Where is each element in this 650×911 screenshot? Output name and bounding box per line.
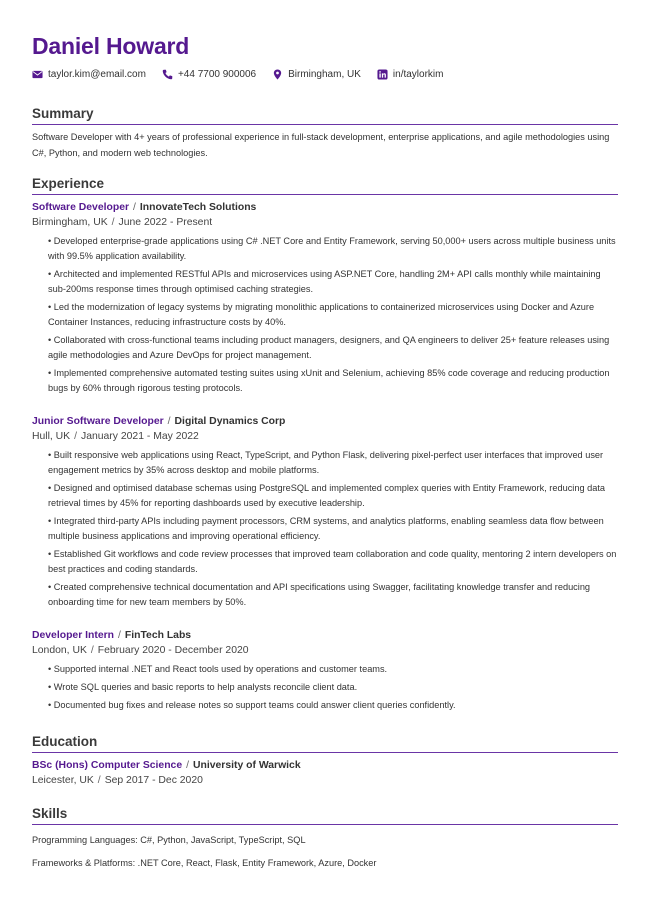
summary-section [32, 105, 618, 161]
bullet-item: • Architected and implemented RESTful APIs and microservices using ASP.NET Core, handling 2M+ API calls monthly while maintaining sub-200ms response times through optimised caching strategies. [48, 267, 618, 297]
company-name: Digital Dynamics Corp [174, 416, 286, 427]
experience-heading: Experience [32, 175, 618, 195]
contact-linkedin[interactable] [377, 69, 444, 80]
job-bullets [48, 448, 618, 610]
bullet-item: • Collaborated with cross-functional teams including product managers, designers, and QA engineers to deliver 25+ feature releases using agile methodologies and Azure DevOps for project management. [48, 333, 618, 363]
job-entry [32, 200, 618, 396]
job-meta: London, UK / February 2020 - December 2020 [32, 645, 249, 656]
education-location: Leicester, UK [32, 775, 94, 786]
email-icon [32, 69, 43, 80]
phone-text: +44 7700 900006 [177, 68, 257, 80]
skills-section [32, 805, 618, 870]
linkedin-icon [377, 69, 388, 80]
bullet-item: • Documented bug fixes and release notes so support teams could answer client queries confidently. [48, 698, 618, 713]
bullet-item: • Led the modernization of legacy systems by migrating monolithic applications to containerized microservices using Docker and Azure Container Instances, reducing infrastructure costs by 40%. [48, 300, 618, 330]
contact-email[interactable] [32, 69, 146, 80]
experience-section [32, 175, 618, 713]
job-dates: June 2022 - Present [118, 217, 213, 228]
linkedin-text: in/taylorkim [392, 68, 444, 80]
contact-location [272, 69, 361, 80]
job-dates: February 2020 - December 2020 [97, 645, 249, 656]
job-header: Software Developer / InnovateTech Solutions [32, 202, 257, 213]
summary-heading: Summary [32, 105, 618, 125]
education-meta: Leicester, UK / Sep 2017 - Dec 2020 [32, 775, 203, 786]
bullet-item: • Integrated third-party APIs including payment processors, CRM systems, and analytics platforms, enabling seamless data flow between multiple business applications and improving operational efficiency. [48, 514, 618, 544]
job-bullets [48, 662, 618, 713]
phone-icon [162, 69, 173, 80]
contact-bar [32, 67, 618, 81]
job-title: Developer Intern [32, 630, 114, 641]
education-header: BSc (Hons) Computer Science / University of Warwick [32, 760, 301, 771]
job-dates: January 2021 - May 2022 [81, 431, 199, 442]
contact-phone[interactable] [162, 69, 256, 80]
job-bullets [48, 234, 618, 396]
bullet-item: • Created comprehensive technical documentation and API specifications using Swagger, facilitating knowledge transfer and reducing onboarding time for new team members by 50%. [48, 580, 618, 610]
school-name: University of Warwick [193, 760, 301, 771]
location-text: Birmingham, UK [288, 68, 361, 80]
job-title: Software Developer [32, 202, 130, 213]
bullet-item: • Established Git workflows and code review processes that improved team collaboration and code quality, mentoring 2 intern developers on best practices and coding standards. [48, 547, 618, 577]
email-text: taylor.kim@email.com [48, 68, 146, 80]
job-meta: Hull, UK / January 2021 - May 2022 [32, 431, 199, 442]
skill-line: Programming Languages: C#, Python, JavaScript, TypeScript, SQL [32, 835, 306, 845]
skills-heading: Skills [32, 805, 618, 825]
bullet-item: • Wrote SQL queries and basic reports to help analysts reconcile client data. [48, 680, 618, 695]
resume-page [32, 32, 618, 870]
bullet-item: • Supported internal .NET and React tools used by operations and customer teams. [48, 662, 618, 677]
company-name: FinTech Labs [124, 630, 192, 641]
job-title: Junior Software Developer [32, 416, 164, 427]
education-section [32, 733, 618, 788]
summary-text: Software Developer with 4+ years of professional experience in full-stack development, enterprise applications, and agile methodologies using C#, Python, and modern web technologies. [32, 132, 610, 158]
job-entry [32, 628, 618, 713]
job-entry [32, 414, 618, 610]
location-pin-icon [272, 69, 283, 80]
job-header: Junior Software Developer / Digital Dynamics Corp [32, 416, 286, 427]
bullet-item: • Designed and optimised database schemas using PostgreSQL and implemented complex queries with Entity Framework, reducing data retrieval times by 45% for reporting dashboards used by executive leadership. [48, 481, 618, 511]
job-location: Birmingham, UK [32, 217, 108, 228]
company-name: InnovateTech Solutions [139, 202, 257, 213]
education-dates: Sep 2017 - Dec 2020 [104, 775, 203, 786]
education-heading: Education [32, 733, 618, 753]
job-meta: Birmingham, UK / June 2022 - Present [32, 217, 213, 228]
job-location: Hull, UK [32, 431, 71, 442]
job-location: London, UK [32, 645, 87, 656]
candidate-name: Daniel Howard [32, 33, 190, 59]
bullet-item: • Built responsive web applications using React, TypeScript, and Python Flask, delivering pixel-perfect user interfaces that improved user engagement metrics by 35% across desktop and mobile platforms. [48, 448, 618, 478]
degree-name: BSc (Hons) Computer Science [32, 760, 183, 771]
job-header: Developer Intern / FinTech Labs [32, 630, 192, 641]
bullet-item: • Implemented comprehensive automated testing suites using xUnit and Selenium, achieving 85% code coverage and reducing production bugs by 60% through rigorous testing protocols. [48, 366, 618, 396]
bullet-item: • Developed enterprise-grade applications using C# .NET Core and Entity Framework, serving 50,000+ users across multiple business units with 99.5% application availability. [48, 234, 618, 264]
skill-line: Frameworks & Platforms: .NET Core, React, Flask, Entity Framework, Azure, Docker [32, 858, 377, 868]
